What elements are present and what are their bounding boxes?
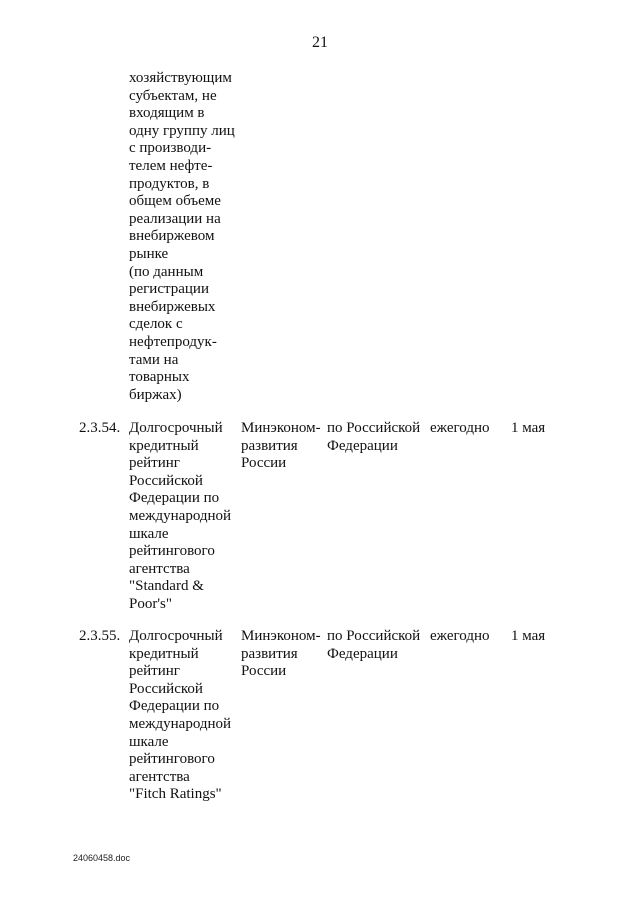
deadline: 1 мая [511, 420, 546, 436]
deadline: 1 мая [511, 628, 546, 644]
frequency: ежегодно [430, 420, 490, 436]
frequency: ежегодно [430, 628, 490, 644]
indicator-name: Долгосрочный кредитный рейтинг Российской Федерации по международной шкале рейтингового агентства "Standard & Poor's" [129, 420, 232, 612]
indicator-number: 2.3.54. [79, 420, 121, 436]
responsible-organization: Минэконом- развития России [241, 420, 321, 472]
indicator-name: Долгосрочный кредитный рейтинг Российской Федерации по международной шкале рейтингового агентства "Fitch Ratings" [129, 628, 232, 803]
territorial-scope: по Российской Федерации [327, 420, 421, 454]
territorial-scope: по Российской Федерации [327, 628, 421, 662]
indicator-number: 2.3.55. [79, 628, 121, 644]
responsible-organization: Минэконом- развития России [241, 628, 321, 680]
page-number: 21 [312, 34, 328, 51]
continuation-indicator-name: хозяйствующим субъектам, не входящим в одну группу лиц с производи- телем нефте- продуктов, в общем объеме реализации на внебиржевом рынке (по данным регистрации внебиржевых сделок с нефтепродук- тами на товарных биржах) [129, 70, 235, 403]
footer-filename: 24060458.doc [73, 853, 131, 863]
